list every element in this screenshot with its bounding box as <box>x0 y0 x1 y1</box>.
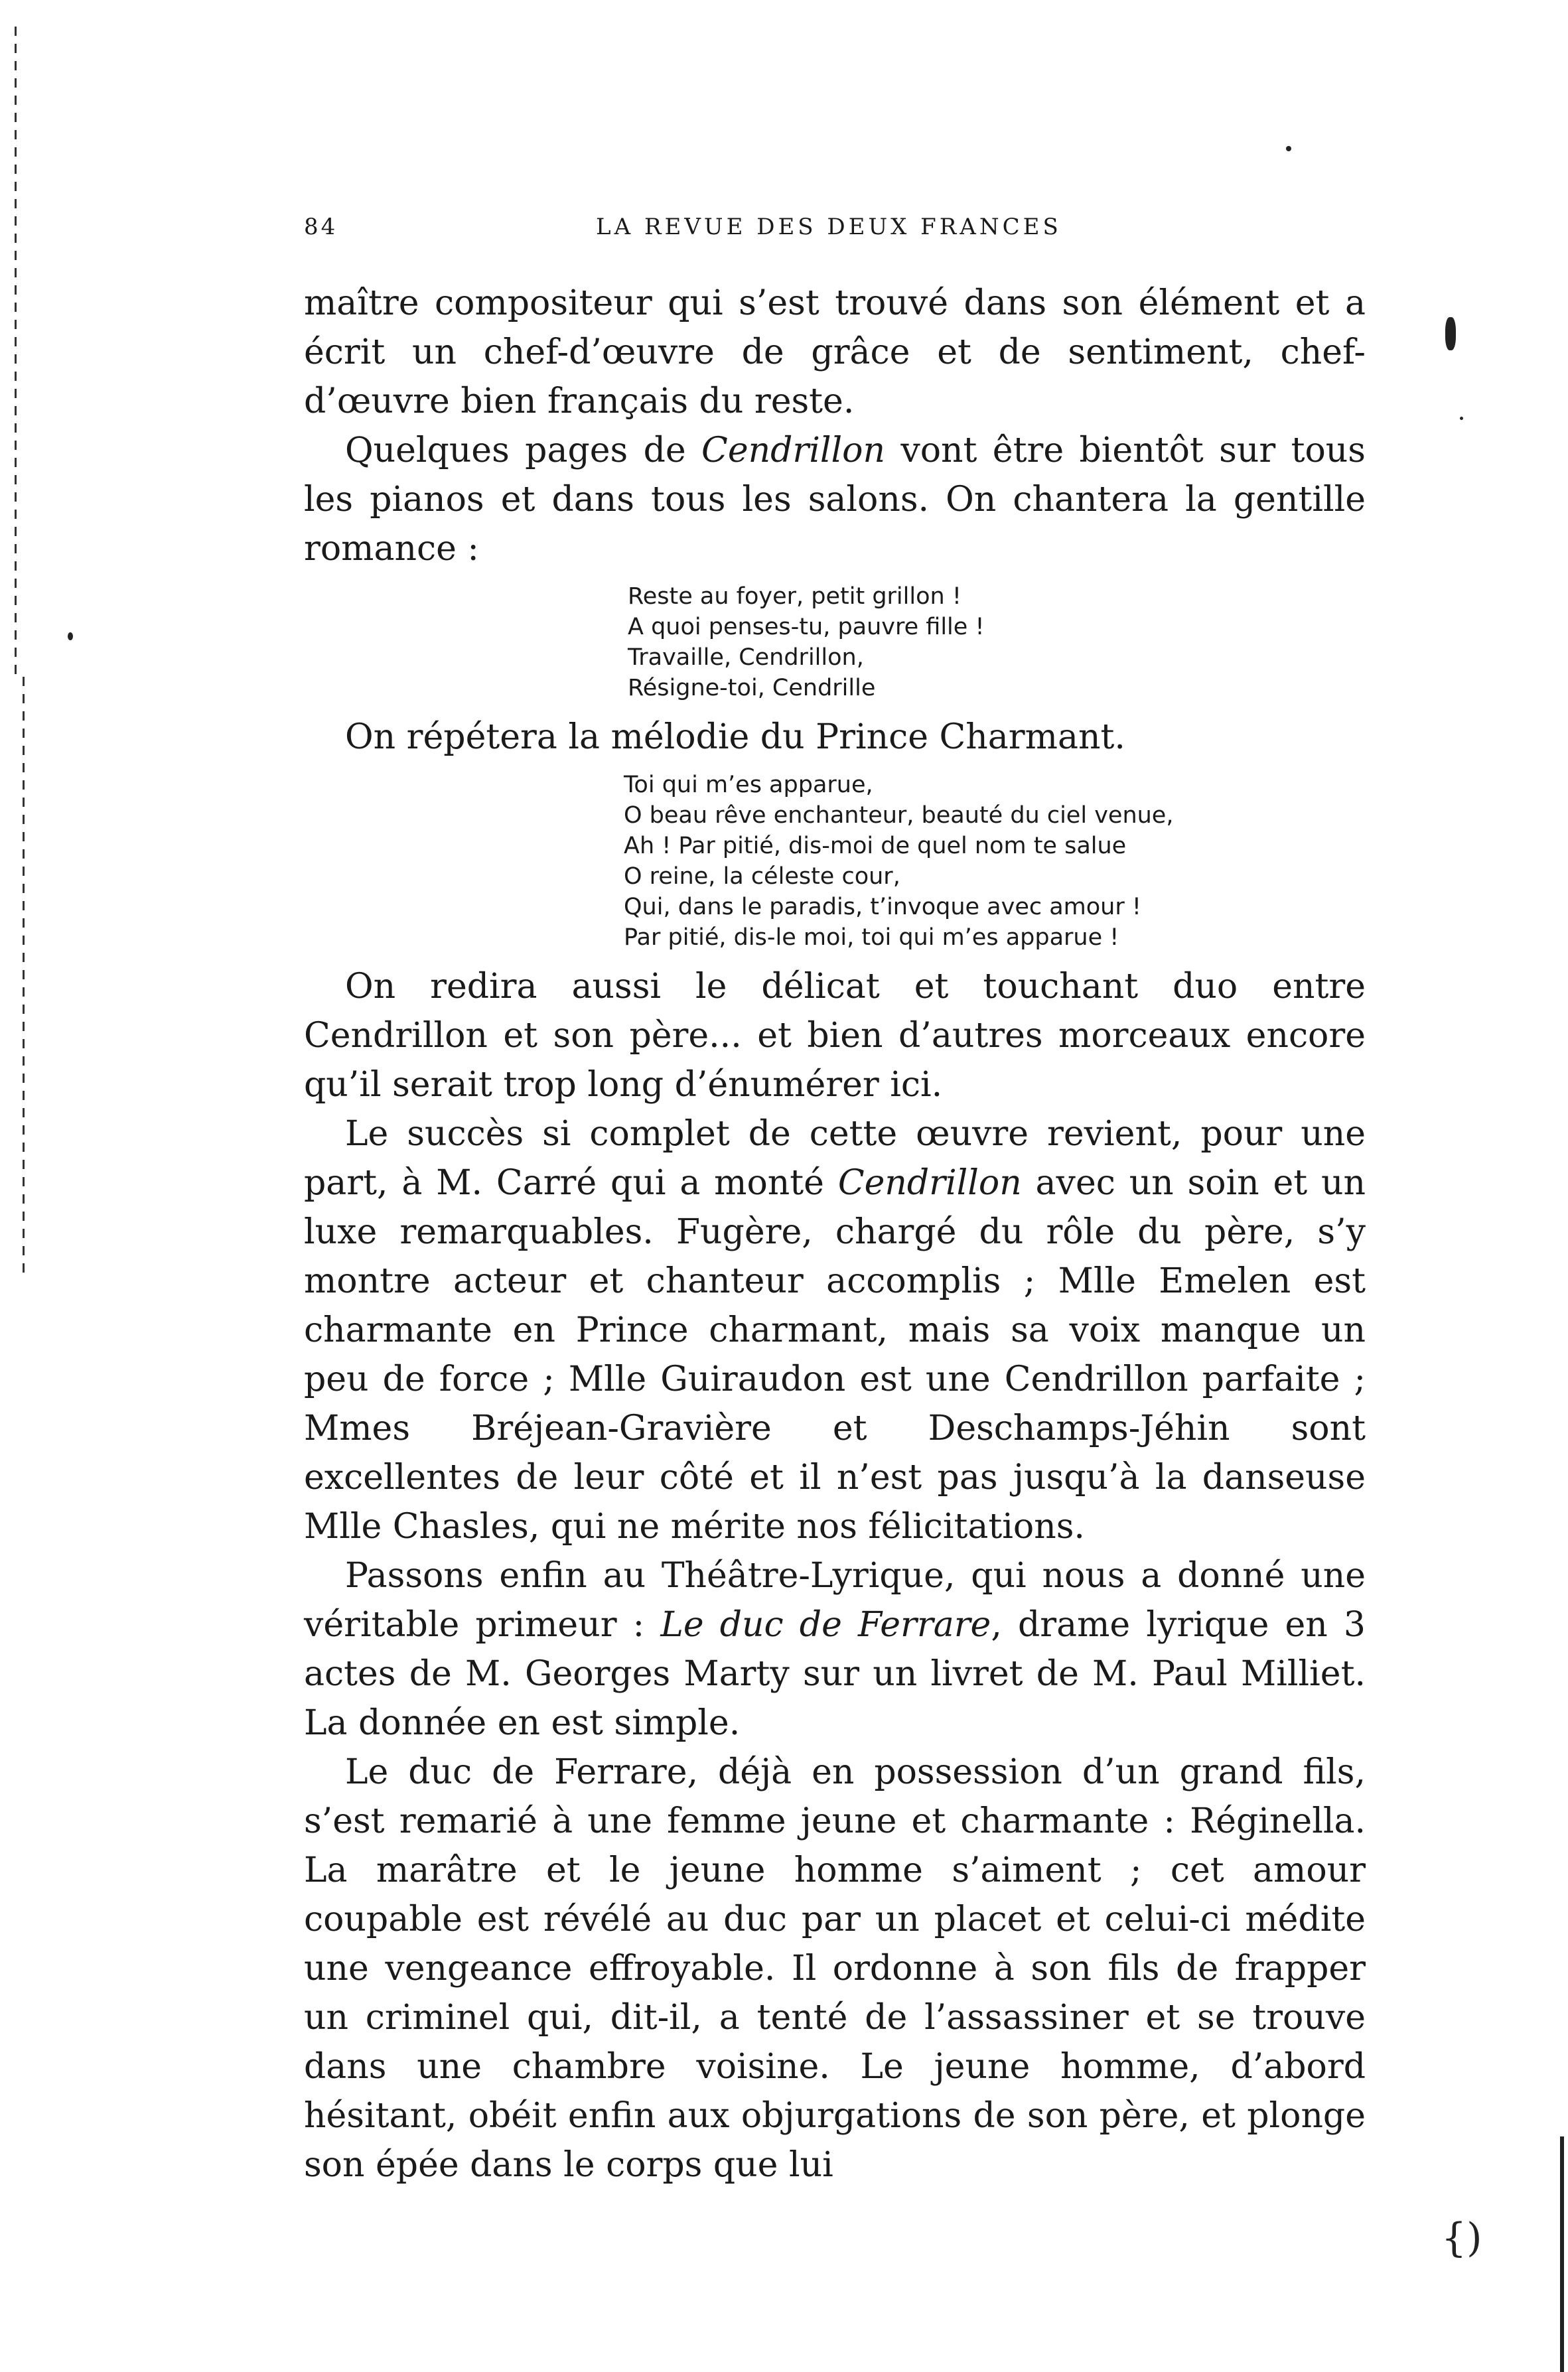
running-header <box>304 214 1366 253</box>
verse-line: O beau rêve enchanteur, beauté du ciel venue, <box>624 802 1174 829</box>
paragraph-5-title-italic: Cendrillon <box>837 1163 1022 1203</box>
paragraph-5-text-start: Le succès si complet de cette œuvre revient, pour une part, à M. Carré qui a monté <box>304 1114 1366 1203</box>
verse-line: Toi qui m’es apparue, <box>624 772 873 798</box>
paragraph-1-text: maître compositeur qui s’est trouvé dans son élément et a écrit un chef-d’œuvre de grâce et de sentiment, chef-d’œuvre bien français du reste. <box>304 283 1366 421</box>
running-title: LA REVUE DES DEUX FRANCES <box>596 214 1062 240</box>
scan-speck <box>68 632 73 640</box>
verse-line: Travaille, Cendrillon, <box>628 644 864 671</box>
paragraph-6 <box>304 1551 1366 1748</box>
paragraph-7 <box>304 1748 1366 2190</box>
verse-line: Par pitié, dis-le moi, toi qui m’es apparue ! <box>624 924 1119 951</box>
verse-line: Reste au foyer, petit grillon ! <box>628 583 962 610</box>
paragraph-5-text-end: avec un soin et un luxe remarquables. Fugère, chargé du rôle du père, s’y montre acteur et chanteur accomplis ; Mlle Emelen est charmante en Prince charmant, mais sa voix manque un peu de force ; Mlle Guiraudon est une Cendrillon parfaite ; Mmes Bréjean-Gravière et Deschamps-Jéhin sont excellentes de leur côté et il n’est pas jusqu’à la danseuse Mlle Chasles, qui ne mérite nos félicitations. <box>304 1163 1366 1547</box>
scan-speck <box>1445 317 1456 350</box>
left-margin-scan-line-lower <box>23 677 25 1274</box>
paragraph-1 <box>304 279 1366 426</box>
right-page-edge-scan <box>1560 2136 1564 2372</box>
paragraph-6-title-italic: Le duc de Ferrare <box>660 1605 991 1645</box>
page-number: 84 <box>304 214 338 240</box>
paragraph-2-text-end: vont être bientôt sur tous les pianos et dans tous les salons. On chantera la gentille romance : <box>304 431 1366 569</box>
paragraph-7-text: Le duc de Ferrare, déjà en possession d’un grand fils, s’est remarié à une femme jeune et charmante : Réginella. La marâtre et le jeune homme s’aiment ; cet amour coupable est révélé au duc par un placet et celui-ci médite une vengeance effroyable. Il ordonne à son fils de frapper un criminel qui, dit-il, a tenté de l’assassiner et se trouve dans une chambre voisine. Le jeune homme, d’abord hésitant, obéit enfin aux objurgations de son père, et plonge son épée dans le corps que lui <box>304 1752 1366 2185</box>
paragraph-4 <box>304 962 1366 1109</box>
verse-line: Qui, dans le paradis, t’invoque avec amour ! <box>624 894 1141 920</box>
verse-line: Ah ! Par pitié, dis-moi de quel nom te salue <box>624 833 1127 859</box>
body-text <box>304 279 1366 2190</box>
verse-line: A quoi penses-tu, pauvre fille ! <box>628 614 985 640</box>
paragraph-2 <box>304 426 1366 573</box>
paragraph-3-text: On répétera la mélodie du Prince Charmant. <box>345 717 1125 757</box>
romance-verse <box>304 581 1366 703</box>
verse-line: Résigne-toi, Cendrille <box>628 675 876 701</box>
paragraph-2-title-italic: Cendrillon <box>701 431 885 470</box>
scan-speck <box>1460 417 1463 420</box>
paragraph-5 <box>304 1109 1366 1551</box>
paragraph-6-text-end: , drame lyrique en 3 actes de M. Georges Marty sur un livret de M. Paul Milliet. La donnée en est simple. <box>304 1605 1366 1743</box>
paragraph-4-text: On redira aussi le délicat et touchant duo entre Cendrillon et son père... et bien d’autres morceaux encore qu’il serait trop long d’énumérer ici. <box>304 967 1366 1105</box>
paragraph-3 <box>304 713 1366 762</box>
scan-speck <box>1286 146 1291 151</box>
verse-line: O reine, la céleste cour, <box>624 863 900 890</box>
paragraph-6-text-start: Passons enfin au Théâtre-Lyrique, qui nous a donné une véritable primeur : <box>304 1556 1366 1645</box>
paragraph-2-text-start: Quelques pages de <box>345 431 702 470</box>
left-margin-scan-line <box>15 27 17 677</box>
prince-melody-verse <box>304 770 1366 953</box>
scan-corner-mark: {) <box>1441 2215 1482 2261</box>
